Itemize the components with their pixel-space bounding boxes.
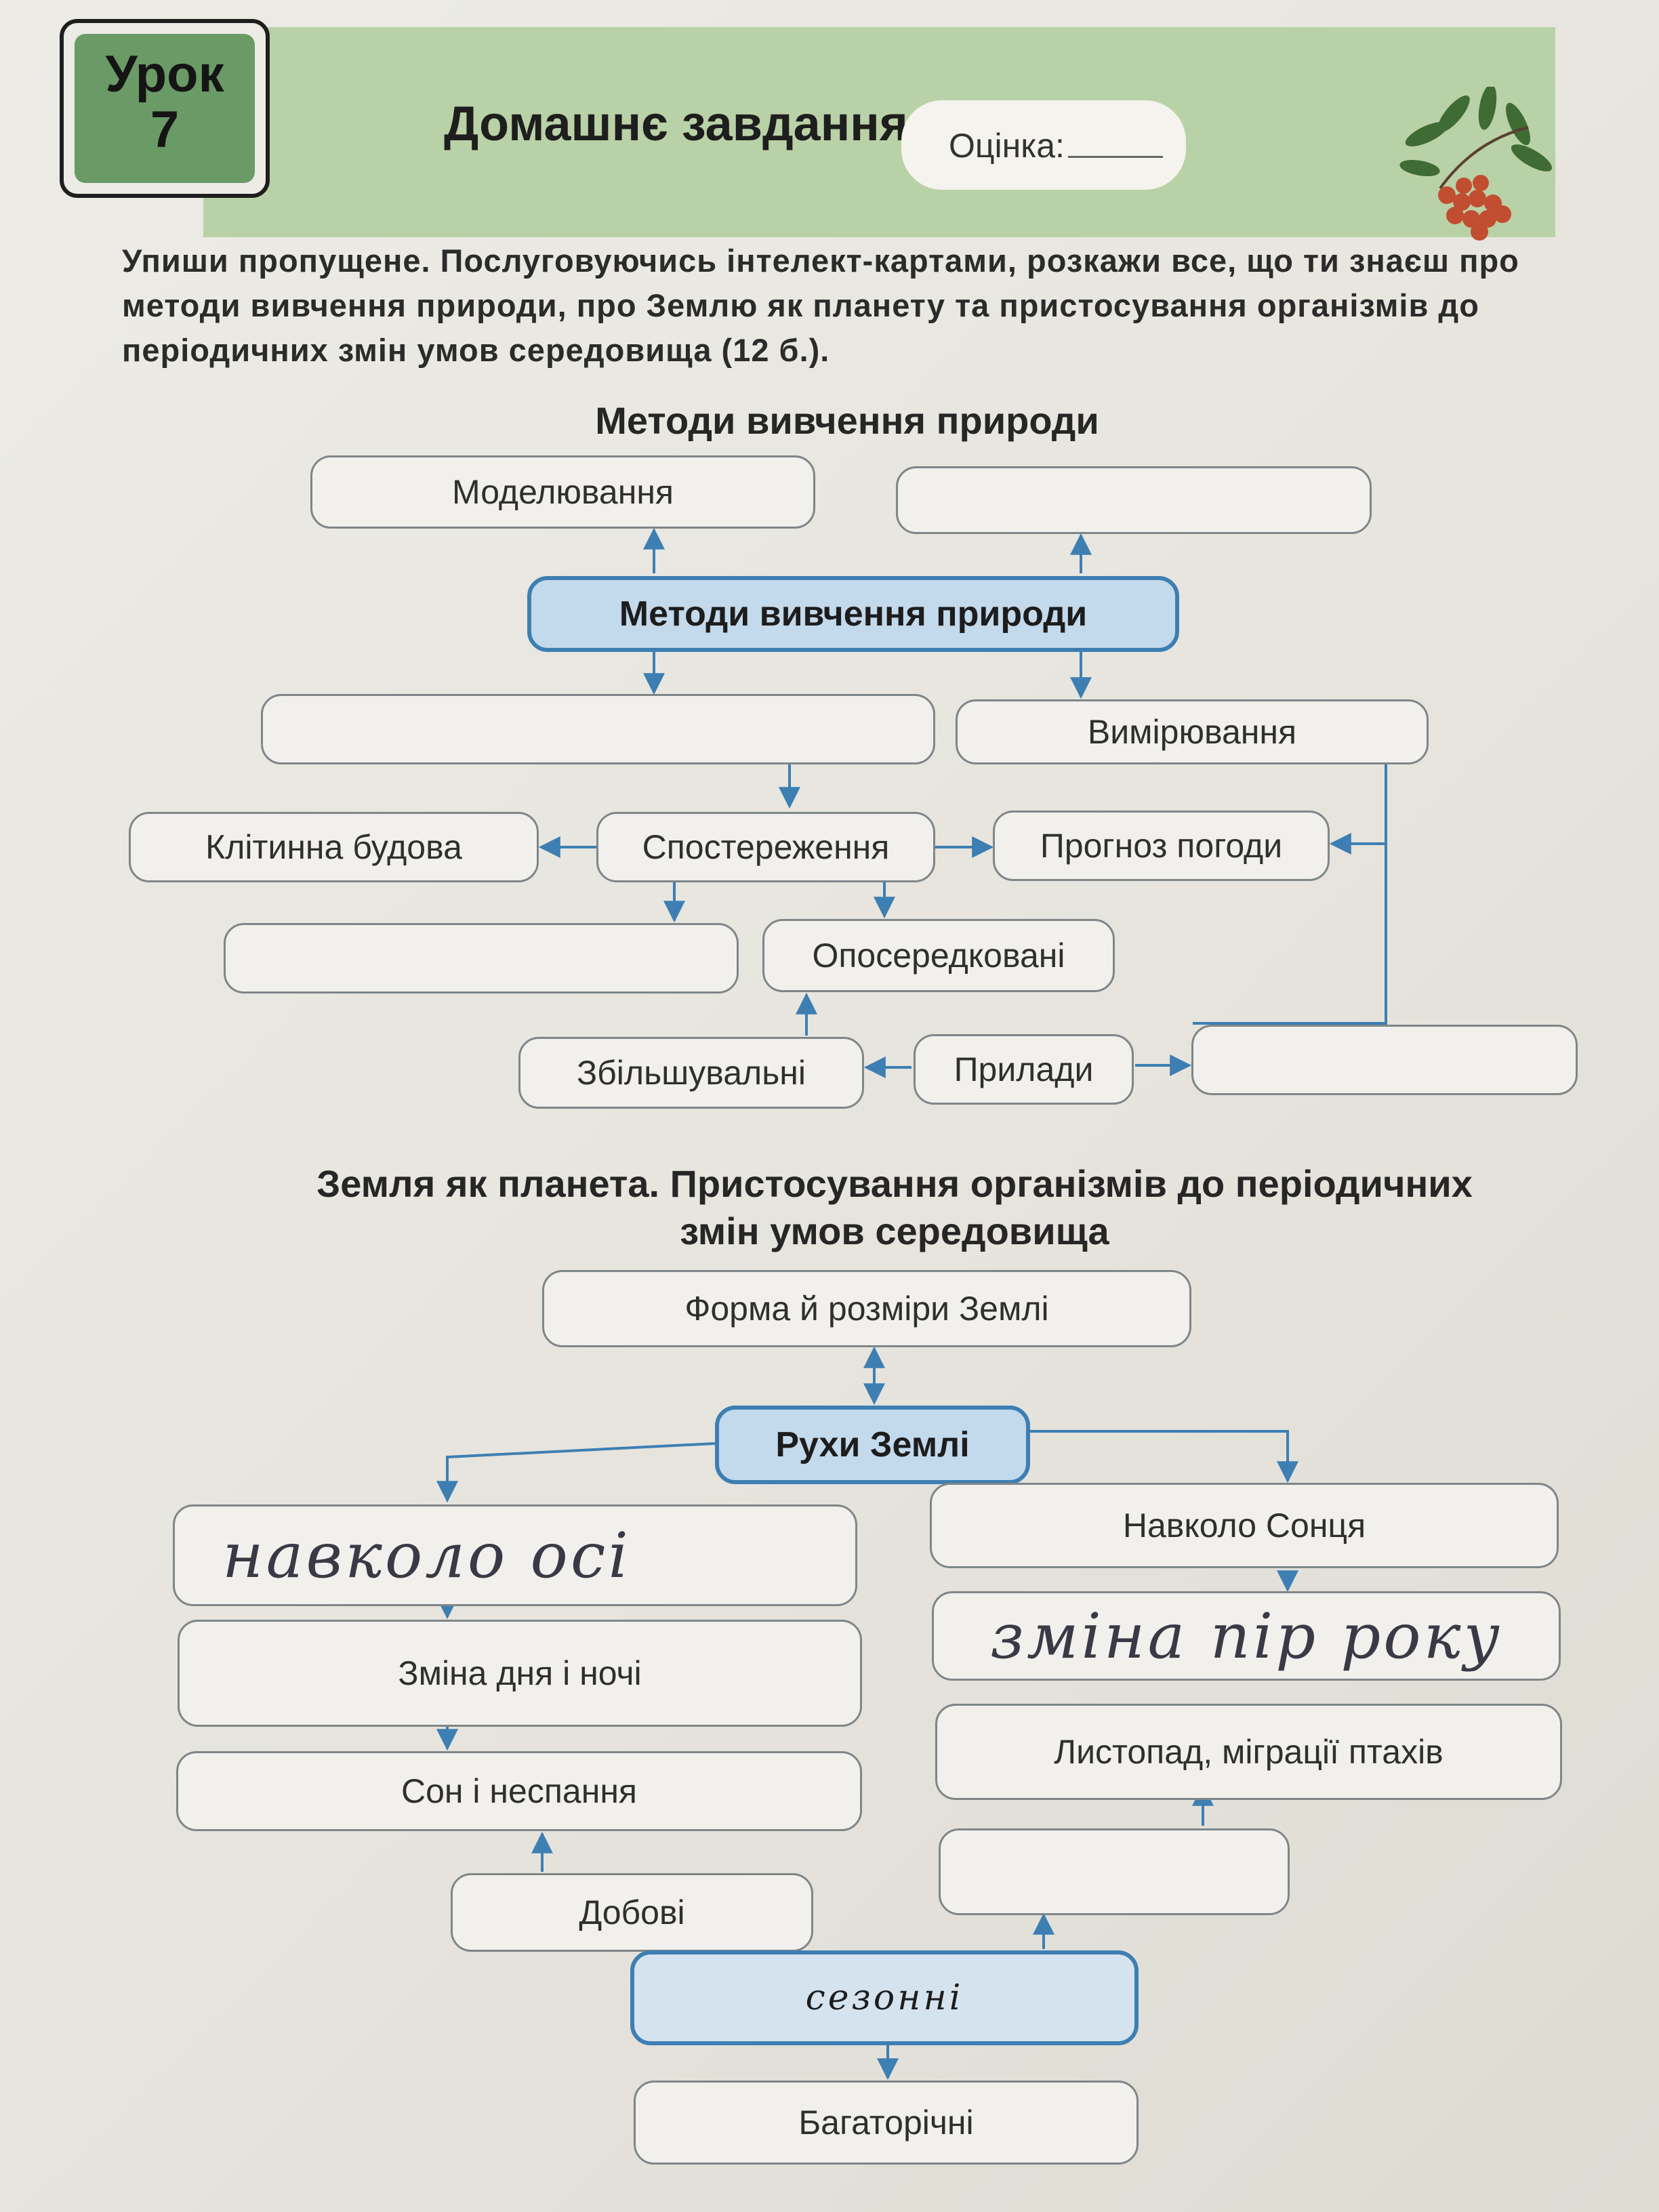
box-around-axis[interactable]: навколо осі [173, 1504, 857, 1606]
box-leaf-fall: Листопад, міграції птахів [935, 1704, 1562, 1800]
box-modeling: Моделювання [310, 455, 815, 529]
map1-title: Методи вивчення природи [595, 399, 1099, 442]
box-blank-direct[interactable] [224, 923, 739, 994]
box-indirect: Опосередковані [762, 919, 1115, 992]
box-seasons-change[interactable]: зміна пір року [932, 1591, 1561, 1681]
box-observation: Спостереження [596, 812, 935, 882]
grade-label: Оцінка: [949, 127, 1065, 165]
homework-title: Домашнє завдання [444, 97, 908, 151]
instructions-text: Упиши пропущене. Послуговуючись інтелект-картами, розкажи все, що ти знаєш про методи вивчення природи, про Землю як планету та пристосування організмів до періодичних змін умов середовища (12 б.). [122, 243, 1519, 368]
box-seasonal[interactable]: сезонні [630, 1950, 1139, 2045]
box-blank-instruments[interactable] [1191, 1025, 1578, 1095]
box-shape-size: Форма й розміри Землі [542, 1270, 1191, 1347]
box-blank-right[interactable] [939, 1828, 1290, 1915]
box-earth-movements: Рухи Землі [715, 1406, 1030, 1484]
lesson-number: 7 [150, 101, 180, 159]
box-blank-left[interactable] [261, 694, 935, 764]
box-methods-center: Методи вивчення природи [527, 576, 1179, 652]
box-day-night: Зміна дня і ночі [178, 1620, 862, 1727]
box-sleep-wake: Сон і неспання [176, 1751, 862, 1831]
box-daily: Добові [451, 1873, 813, 1952]
box-measurement: Вимірювання [956, 699, 1429, 764]
box-perennial: Багаторічні [634, 2081, 1139, 2165]
box-weather-forecast: Прогноз погоди [993, 811, 1330, 881]
box-magnifying: Збільшувальні [518, 1037, 864, 1109]
box-cell-structure: Клітинна будова [129, 812, 539, 882]
box-instruments: Прилади [914, 1034, 1134, 1105]
lesson-label: Урок [105, 45, 224, 103]
box-around-sun: Навколо Сонця [930, 1483, 1559, 1568]
box-blank-top-right[interactable] [896, 466, 1372, 534]
map2-title: Земля як планета. Пристосування організмів до періодичних змін умов середовища [316, 1162, 1473, 1252]
